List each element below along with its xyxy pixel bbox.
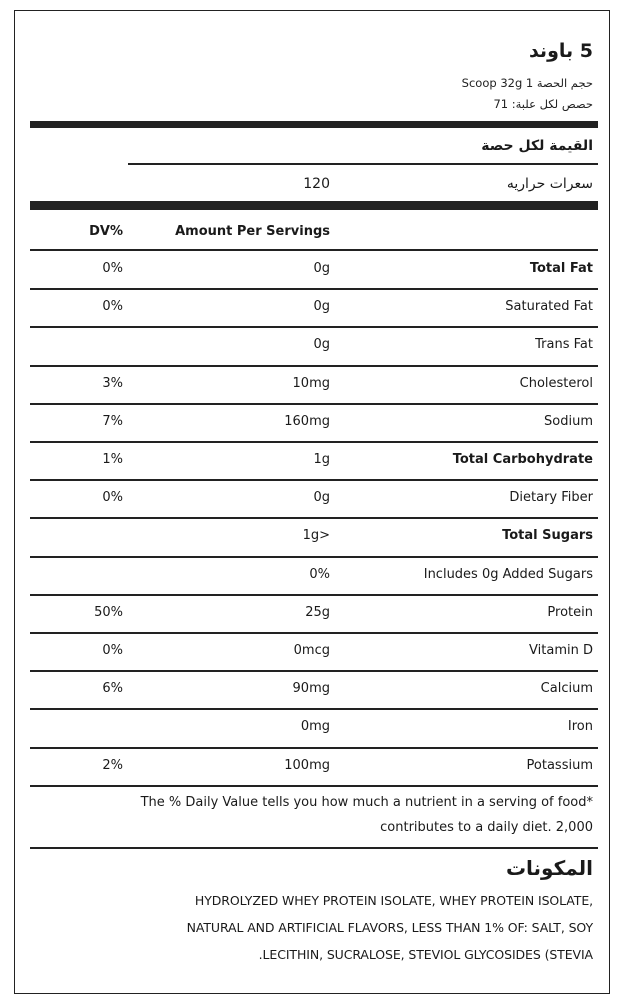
nutrient-amount: 10mg (292, 376, 330, 391)
nutrient-name: Sodium (544, 414, 593, 429)
nutrient-name: Vitamin D (529, 643, 593, 658)
nutrient-dv: 50% (94, 605, 123, 620)
nutrient-name: Trans Fat (535, 337, 593, 352)
serving-size: Scoop 32g 1 حجم الحصة (461, 76, 593, 90)
calories-value: 120 (303, 176, 330, 192)
nutrient-name: Includes 0g Added Sugars (423, 567, 593, 582)
nutrient-dv: 0% (102, 643, 123, 658)
nutrient-dv: 0% (102, 299, 123, 314)
value-per-serving-heading: القيمة لكل حصة (481, 138, 593, 154)
nutrient-name: Potassium (526, 758, 593, 773)
nutrient-dv: 1% (102, 452, 123, 467)
nutrient-dv: 3% (102, 376, 123, 391)
nutrient-name: Total Carbohydrate (452, 452, 593, 467)
nutrient-name: Saturated Fat (505, 299, 593, 314)
nutrient-amount: 0g (313, 261, 330, 276)
nutrient-amount: 0mg (300, 719, 330, 734)
divider-serving (128, 163, 598, 165)
calories-label: سعرات حراريه (506, 176, 593, 192)
label-title: 5 باوند (528, 40, 593, 62)
nutrient-dv: 7% (102, 414, 123, 429)
ingredients-line-2: NATURAL AND ARTIFICIAL FLAVORS, LESS THAN 1% OF: SALT, SOY (186, 920, 593, 935)
nutrient-name: Cholesterol (519, 376, 593, 391)
row-divider (30, 479, 598, 481)
nutrient-name: Calcium (540, 681, 593, 696)
nutrient-amount: 0mcg (293, 643, 330, 658)
nutrient-amount: 1g> (302, 528, 330, 543)
row-divider (30, 632, 598, 634)
nutrient-name: Total Sugars (502, 528, 593, 543)
nutrient-name: Dietary Fiber (509, 490, 593, 505)
ingredients-heading: المكونات (505, 856, 593, 880)
amount-column-header: Amount Per Servings (175, 224, 330, 239)
footnote-line-2: contributes to a daily diet. 2,000 (380, 820, 593, 835)
row-divider (30, 556, 598, 558)
row-divider (30, 365, 598, 367)
nutrient-amount: 100mg (284, 758, 330, 773)
nutrient-name: Iron (567, 719, 593, 734)
nutrient-dv: 6% (102, 681, 123, 696)
nutrient-amount: 0% (309, 567, 330, 582)
thick-divider-top (30, 121, 598, 128)
nutrient-amount: 0g (313, 299, 330, 314)
divider-footnote (30, 847, 598, 849)
thick-divider-calories (30, 201, 598, 210)
nutrient-amount: 25g (305, 605, 330, 620)
row-divider (30, 747, 598, 749)
row-divider (30, 288, 598, 290)
nutrient-amount: 0g (313, 337, 330, 352)
row-divider (30, 249, 598, 251)
nutrient-amount: 1g (313, 452, 330, 467)
nutrient-amount: 0g (313, 490, 330, 505)
row-divider (30, 517, 598, 519)
nutrient-dv: 0% (102, 490, 123, 505)
row-divider (30, 670, 598, 672)
nutrient-amount: 90mg (292, 681, 330, 696)
servings-per-container: حصص لكل علبة: 71 (493, 97, 593, 111)
dv-column-header: DV% (89, 224, 123, 239)
nutrient-dv: 0% (102, 261, 123, 276)
row-divider (30, 326, 598, 328)
nutrient-dv: 2% (102, 758, 123, 773)
nutrient-amount: 160mg (284, 414, 330, 429)
ingredients-line-3: .LECITHIN, SUCRALOSE, STEVIOL GLYCOSIDES (STEVIA (258, 947, 593, 962)
row-divider (30, 441, 598, 443)
footnote-line-1: The % Daily Value tells you how much a nutrient in a serving of food* (140, 795, 593, 810)
row-divider (30, 403, 598, 405)
ingredients-line-1: HYDROLYZED WHEY PROTEIN ISOLATE, WHEY PROTEIN ISOLATE, (194, 893, 593, 908)
row-divider (30, 708, 598, 710)
row-divider (30, 785, 598, 787)
nutrient-name: Protein (547, 605, 593, 620)
row-divider (30, 594, 598, 596)
nutrient-name: Total Fat (529, 261, 593, 276)
